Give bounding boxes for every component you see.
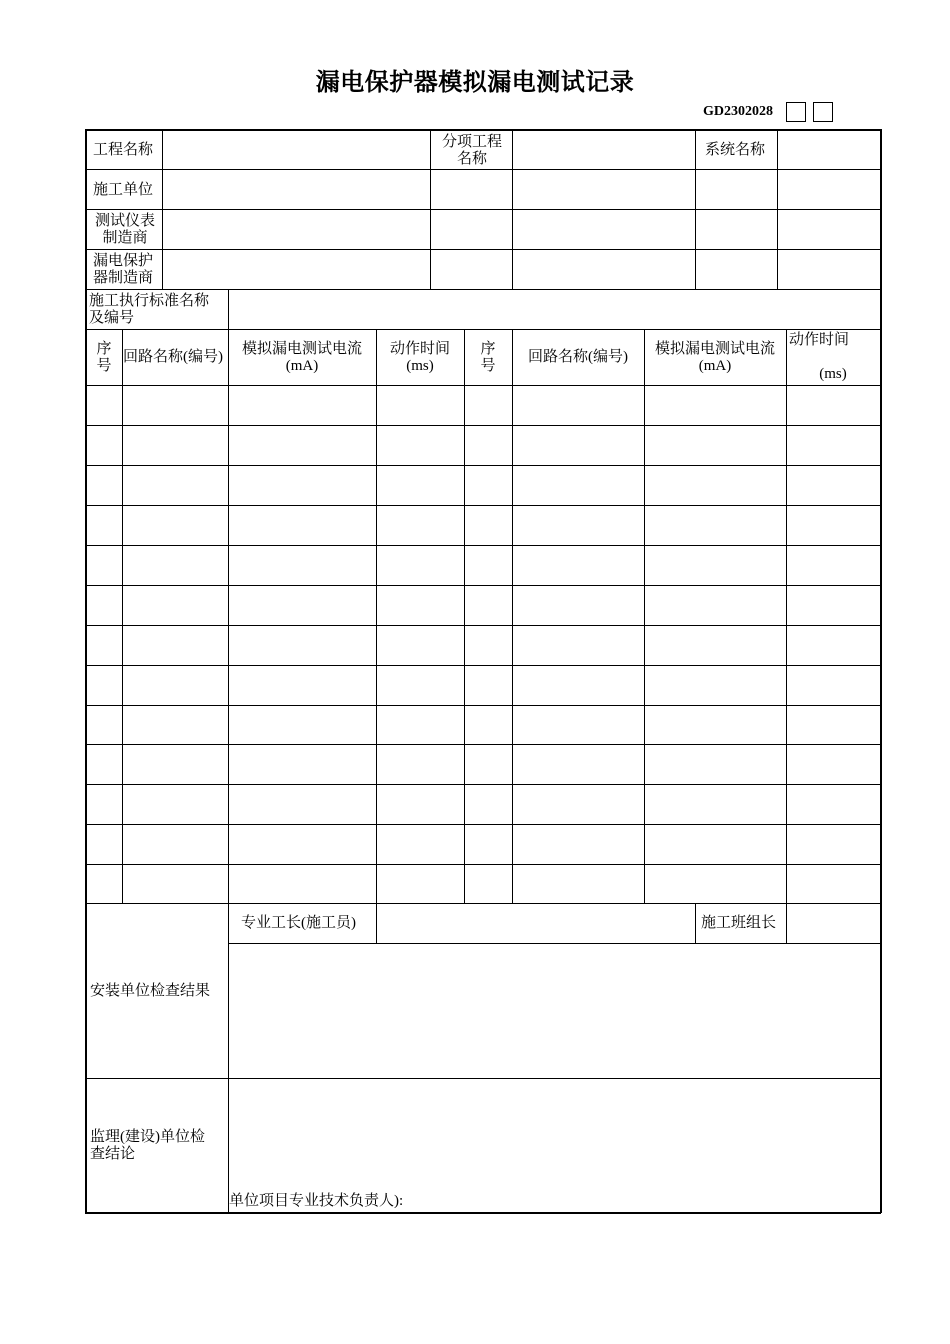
grid-line-h [85, 824, 881, 825]
form-code: GD2302028 [703, 104, 773, 119]
grid-line-h [85, 784, 881, 785]
col-circuit-right: 回路名称(编号) [528, 349, 628, 365]
label-protector-maker: 漏电保护器制造商 [93, 253, 154, 286]
code-box-2[interactable] [813, 102, 833, 122]
grid-line-v [228, 903, 229, 1213]
grid-line-h [85, 744, 881, 745]
label-system-name: 系统名称 [705, 142, 766, 158]
grid-line-h [85, 169, 881, 170]
grid-line-h [85, 545, 881, 546]
grid-line-v [430, 129, 431, 290]
grid-line-h [85, 249, 881, 250]
grid-line-v [512, 129, 513, 290]
grid-line-v [695, 129, 696, 290]
grid-line-h [85, 585, 881, 586]
col-time-unit-right: (ms) [819, 366, 847, 382]
grid-line-h [85, 903, 881, 904]
grid-line-h [85, 625, 881, 626]
grid-line-h [85, 425, 881, 426]
label-instrument-maker: 测试仪表制造商 [94, 213, 155, 246]
col-time-label-right: 动作时间 [789, 332, 850, 348]
grid-line-h [85, 864, 881, 865]
grid-line-h [85, 1078, 881, 1079]
grid-line-v [880, 129, 882, 1213]
grid-line-h [85, 705, 881, 706]
grid-line-v [122, 329, 123, 904]
grid-line-h [85, 329, 881, 330]
grid-line-h [85, 505, 881, 506]
grid-line-v [777, 129, 778, 290]
grid-line-v [162, 129, 163, 290]
grid-line-h [85, 209, 881, 210]
label-install-result: 安装单位检查结果 [90, 983, 211, 999]
label-sub-project-name: 分项工程名称 [441, 134, 502, 167]
col-time-label-left: 动作时间 [389, 341, 450, 357]
grid-line-v [228, 329, 229, 904]
grid-line-v [228, 289, 229, 330]
grid-line-h [85, 1212, 881, 1214]
grid-line-v [464, 329, 465, 904]
grid-line-v [376, 903, 377, 944]
grid-line-h [85, 385, 881, 386]
code-box-1[interactable] [786, 102, 806, 122]
col-current-right: 模拟漏电测试电流(mA) [654, 341, 775, 374]
grid-line-v [786, 329, 787, 904]
grid-line-h [85, 465, 881, 466]
grid-line-h [228, 943, 881, 944]
grid-line-h [85, 289, 881, 290]
grid-line-v [644, 329, 645, 904]
grid-line-v [85, 129, 87, 1213]
grid-line-h [85, 665, 881, 666]
label-project-name: 工程名称 [93, 142, 154, 158]
label-standard-name: 施工执行标准名称及编号 [89, 293, 210, 326]
label-supervision: 监理(建设)单位检查结论 [90, 1129, 205, 1162]
col-seq-left: 序号 [96, 341, 112, 374]
label-tech-leader: 单位项目专业技术负责人): [229, 1193, 404, 1209]
label-construction-unit: 施工单位 [93, 182, 154, 198]
grid-line-v [376, 329, 377, 904]
form-title: 漏电保护器模拟漏电测试记录 [315, 70, 635, 96]
col-seq-right: 序号 [480, 341, 496, 374]
col-circuit-left: 回路名称(编号) [123, 349, 223, 365]
grid-line-v [512, 329, 513, 904]
col-current-left: 模拟漏电测试电流(mA) [241, 341, 362, 374]
grid-line-v [695, 903, 696, 944]
grid-line-v [786, 903, 787, 944]
label-foreman: 专业工长(施工员) [241, 915, 356, 931]
label-team-leader: 施工班组长 [701, 915, 777, 931]
col-time-unit-left: (ms) [406, 358, 434, 374]
grid-line-h [85, 129, 881, 131]
